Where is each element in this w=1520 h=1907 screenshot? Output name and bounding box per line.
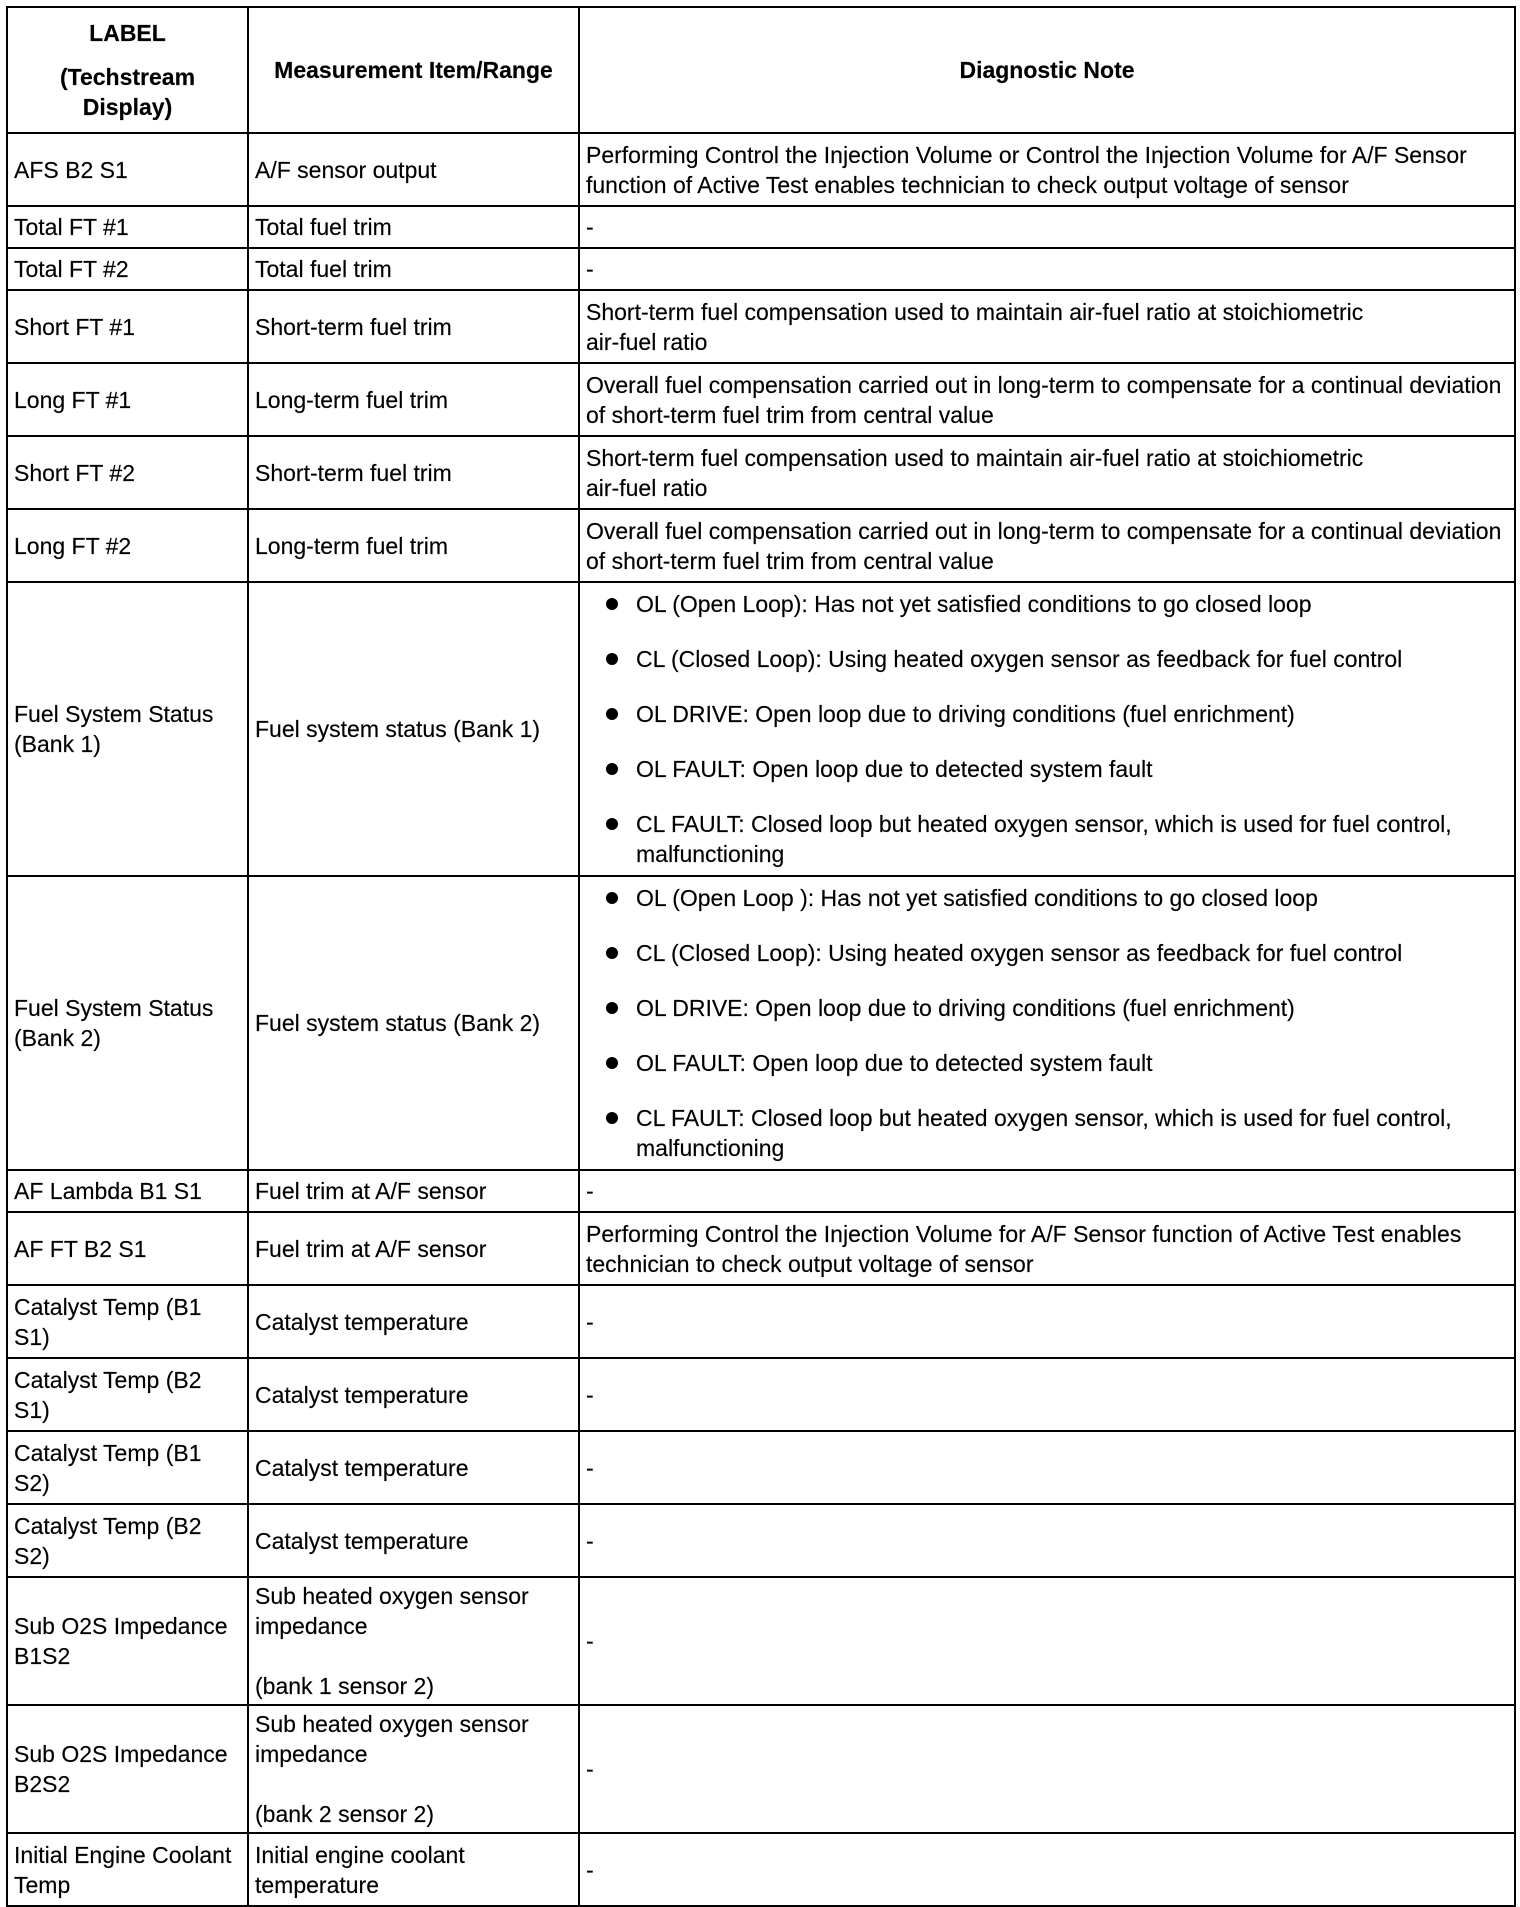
table-row	[7, 1577, 1515, 1705]
table-row	[7, 1170, 1515, 1212]
cell-label: Sub O2S Impedance B2S2	[7, 1705, 248, 1833]
header-diagnostic-note: Diagnostic Note	[579, 7, 1515, 133]
table-row	[7, 133, 1515, 206]
table-row	[7, 436, 1515, 509]
table-row	[7, 1212, 1515, 1285]
bullet-item: OL FAULT: Open loop due to detected system fault	[586, 1048, 1508, 1078]
cell-label: Fuel System Status (Bank 2)	[7, 876, 248, 1170]
cell-measurement: Initial engine coolant temperature	[248, 1833, 579, 1906]
cell-measurement: Fuel trim at A/F sensor	[248, 1212, 579, 1285]
cell-measurement: Short-term fuel trim	[248, 436, 579, 509]
cell-label: Total FT #2	[7, 248, 248, 290]
cell-label: Catalyst Temp (B2 S1)	[7, 1358, 248, 1431]
cell-measurement: Catalyst temperature	[248, 1504, 579, 1577]
data-list-table	[6, 6, 1516, 1907]
bullet-list	[586, 883, 1508, 1163]
bullet-item: OL DRIVE: Open loop due to driving conditions (fuel enrichment)	[586, 699, 1508, 729]
header-label-title: LABEL	[89, 20, 166, 46]
cell-note: Short-term fuel compensation used to maintain air-fuel ratio at stoichiometric air-fuel ratio	[579, 290, 1515, 363]
cell-note: -	[579, 1358, 1515, 1431]
cell-measurement: Fuel system status (Bank 1)	[248, 582, 579, 876]
cell-measurement: Short-term fuel trim	[248, 290, 579, 363]
cell-note: Performing Control the Injection Volume or Control the Injection Volume for A/F Sensor function of Active Test enables technician to check output voltage of sensor	[579, 133, 1515, 206]
table-row	[7, 1431, 1515, 1504]
bullet-list	[586, 589, 1508, 869]
table-row	[7, 290, 1515, 363]
cell-measurement: Long-term fuel trim	[248, 363, 579, 436]
bullet-item: OL (Open Loop): Has not yet satisfied conditions to go closed loop	[586, 589, 1508, 619]
bullet-item: CL FAULT: Closed loop but heated oxygen sensor, which is used for fuel control, malfunctioning	[586, 1103, 1508, 1163]
cell-note: -	[579, 248, 1515, 290]
bullet-item: OL FAULT: Open loop due to detected system fault	[586, 754, 1508, 784]
table-row	[7, 248, 1515, 290]
header-measurement: Measurement Item/Range	[248, 7, 579, 133]
cell-label: AF FT B2 S1	[7, 1212, 248, 1285]
cell-note: -	[579, 1833, 1515, 1906]
cell-note: -	[579, 206, 1515, 248]
cell-measurement: Catalyst temperature	[248, 1285, 579, 1358]
cell-measurement: Catalyst temperature	[248, 1358, 579, 1431]
cell-label: Fuel System Status (Bank 1)	[7, 582, 248, 876]
cell-label: Initial Engine Coolant Temp	[7, 1833, 248, 1906]
cell-label: Catalyst Temp (B1 S2)	[7, 1431, 248, 1504]
cell-measurement: A/F sensor output	[248, 133, 579, 206]
cell-label: Sub O2S Impedance B1S2	[7, 1577, 248, 1705]
cell-note	[579, 876, 1515, 1170]
cell-note: -	[579, 1285, 1515, 1358]
cell-measurement: Long-term fuel trim	[248, 509, 579, 582]
cell-note	[579, 582, 1515, 876]
table-row	[7, 206, 1515, 248]
bullet-item: OL (Open Loop ): Has not yet satisfied conditions to go closed loop	[586, 883, 1508, 913]
cell-label: Total FT #1	[7, 206, 248, 248]
bullet-item: CL FAULT: Closed loop but heated oxygen sensor, which is used for fuel control, malfunctioning	[586, 809, 1508, 869]
cell-note: Overall fuel compensation carried out in long-term to compensate for a continual deviation of short-term fuel trim from central value	[579, 509, 1515, 582]
cell-label: Short FT #1	[7, 290, 248, 363]
cell-measurement: Total fuel trim	[248, 248, 579, 290]
cell-note: Short-term fuel compensation used to maintain air-fuel ratio at stoichiometric air-fuel ratio	[579, 436, 1515, 509]
cell-note: -	[579, 1705, 1515, 1833]
cell-note: -	[579, 1577, 1515, 1705]
header-label	[7, 7, 248, 133]
table-row	[7, 1833, 1515, 1906]
header-row	[7, 7, 1515, 133]
cell-label: Short FT #2	[7, 436, 248, 509]
cell-note: Performing Control the Injection Volume for A/F Sensor function of Active Test enables technician to check output voltage of sensor	[579, 1212, 1515, 1285]
cell-label: AFS B2 S1	[7, 133, 248, 206]
bullet-item: CL (Closed Loop): Using heated oxygen sensor as feedback for fuel control	[586, 938, 1508, 968]
table-row	[7, 876, 1515, 1170]
cell-measurement: Fuel trim at A/F sensor	[248, 1170, 579, 1212]
table-row	[7, 1358, 1515, 1431]
bullet-item: CL (Closed Loop): Using heated oxygen sensor as feedback for fuel control	[586, 644, 1508, 674]
cell-measurement: Fuel system status (Bank 2)	[248, 876, 579, 1170]
header-label-subtitle: (Techstream Display)	[59, 64, 196, 120]
cell-label: AF Lambda B1 S1	[7, 1170, 248, 1212]
table-row	[7, 509, 1515, 582]
bullet-item: OL DRIVE: Open loop due to driving conditions (fuel enrichment)	[586, 993, 1508, 1023]
cell-label: Catalyst Temp (B1 S1)	[7, 1285, 248, 1358]
cell-note: -	[579, 1431, 1515, 1504]
table-row	[7, 363, 1515, 436]
cell-measurement: Sub heated oxygen sensor impedance (bank 1 sensor 2)	[248, 1577, 579, 1705]
table-row	[7, 1504, 1515, 1577]
cell-label: Long FT #2	[7, 509, 248, 582]
cell-measurement: Total fuel trim	[248, 206, 579, 248]
table-row	[7, 1285, 1515, 1358]
cell-note: Overall fuel compensation carried out in long-term to compensate for a continual deviation of short-term fuel trim from central value	[579, 363, 1515, 436]
cell-measurement: Catalyst temperature	[248, 1431, 579, 1504]
cell-label: Long FT #1	[7, 363, 248, 436]
table-row	[7, 582, 1515, 876]
table-row	[7, 1705, 1515, 1833]
cell-note: -	[579, 1170, 1515, 1212]
cell-measurement: Sub heated oxygen sensor impedance (bank 2 sensor 2)	[248, 1705, 579, 1833]
cell-label: Catalyst Temp (B2 S2)	[7, 1504, 248, 1577]
cell-note: -	[579, 1504, 1515, 1577]
